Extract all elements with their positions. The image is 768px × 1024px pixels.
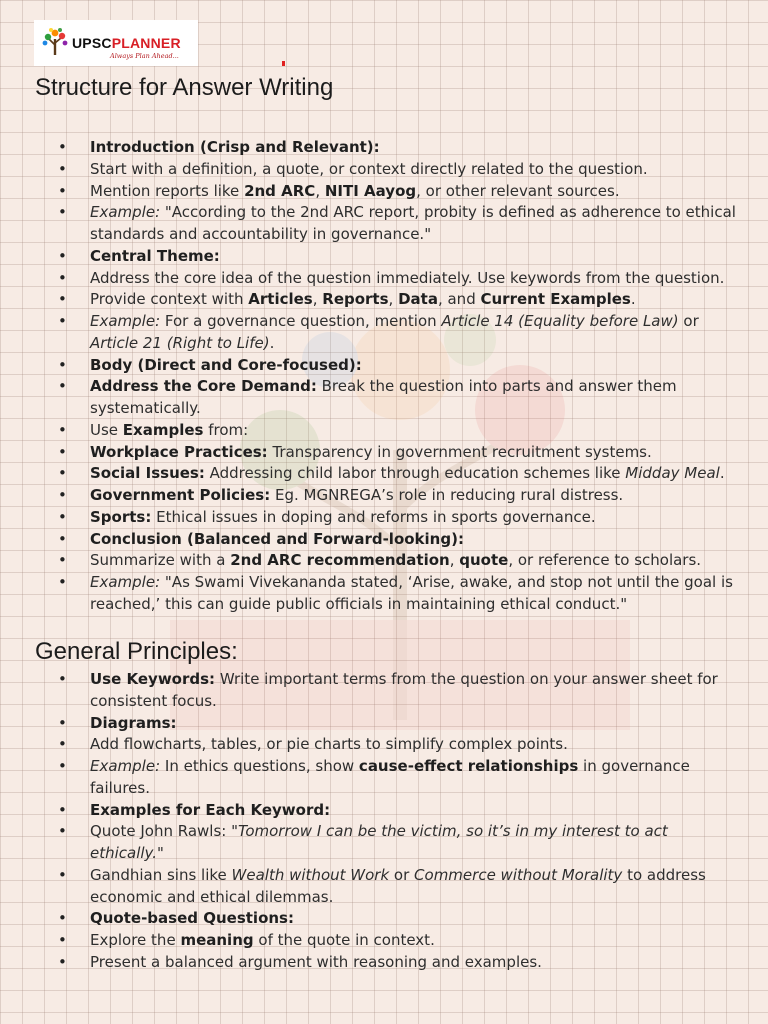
text-run: Start with a definition, a quote, or context directly related to the question.	[90, 159, 648, 178]
logo-part1: UPSC	[72, 35, 112, 51]
text-run: or	[389, 865, 415, 884]
bold-text: Current Examples	[480, 290, 631, 309]
tree-icon	[40, 26, 70, 56]
logo-part2: PLANNER	[111, 35, 181, 51]
text-run: In ethics questions, show	[160, 757, 359, 775]
italic-text: Article 14 (Equality before Law)	[441, 312, 679, 330]
bold-text: 2nd ARC recommendation	[230, 551, 450, 570]
italic-text: Wealth without Work	[231, 865, 390, 884]
text-run: ,	[449, 551, 460, 570]
bold-text: Reports	[322, 290, 389, 309]
list-item	[0, 550, 768, 572]
text-run: , and	[437, 290, 481, 309]
principles-list	[0, 669, 768, 974]
bold-text: Workplace Practices:	[90, 442, 268, 461]
italic-text: Example:	[90, 757, 161, 775]
text-run: Transparency in government recruitment systems.	[267, 442, 652, 461]
text-run: "According to the 2nd ARC report, probity is defined as adherence to ethical standards and accountability in governance."	[90, 203, 736, 243]
list-item	[0, 930, 768, 952]
list-item	[0, 376, 768, 420]
italic-text: Example:	[90, 312, 161, 330]
list-item	[0, 669, 768, 713]
text-run: Ethical issues in doping and reforms in sports governance.	[151, 507, 596, 526]
bold-text: Address the Core Demand:	[90, 377, 317, 396]
list-item	[0, 529, 768, 551]
italic-text: Article 21 (Right to Life)	[90, 333, 270, 352]
list-item	[0, 713, 768, 735]
list-item	[0, 908, 768, 930]
text-run: .	[269, 333, 275, 352]
text-run: Explore the	[90, 931, 181, 949]
italic-text: Midday Meal	[625, 464, 720, 483]
text-run: from:	[203, 420, 249, 439]
text-run: Mention reports like	[90, 181, 245, 200]
text-run: "As Swami Vivekananda stated, ‘Arise, awake, and stop not until the goal is reached,’ this can guide public officials in maintaining ethical conduct."	[90, 573, 733, 613]
list-item	[0, 734, 768, 756]
text-run: Write important terms from the question on your answer sheet for consistent focus.	[90, 670, 718, 710]
text-run: Quote John Rawls:	[90, 822, 232, 841]
list-item	[0, 756, 768, 800]
bold-text: meaning	[180, 931, 254, 949]
section-title-structure: Structure for Answer Writing	[35, 74, 334, 101]
text-run: Present a balanced argument with reasoning and examples.	[90, 952, 542, 971]
text-run: in governance failures.	[90, 757, 690, 797]
text-run: Break the question into parts and answer them systematically.	[90, 377, 677, 417]
list-item	[0, 202, 768, 246]
text-run: Address the core idea of the question immediately. Use keywords from the question.	[90, 268, 725, 287]
bold-text: Central Theme:	[90, 246, 220, 265]
list-item	[0, 507, 768, 529]
list-item	[0, 311, 768, 355]
text-run: .	[630, 290, 636, 309]
bold-text: Data	[398, 290, 438, 309]
list-item	[0, 865, 768, 909]
bold-text: Quote-based Questions:	[90, 909, 294, 928]
italic-text: Commerce without Morality	[414, 865, 623, 884]
text-run: ,	[315, 181, 325, 200]
list-item	[0, 572, 768, 616]
text-run: Summarize with a	[90, 551, 231, 570]
italic-text: Example:	[90, 573, 161, 591]
bold-text: Use Keywords:	[90, 670, 216, 688]
text-run: Provide context with	[90, 290, 249, 309]
text-run: For a governance question, mention	[160, 312, 442, 330]
structure-list	[0, 137, 768, 616]
logo-wordmark	[72, 35, 181, 51]
text-run: ,	[312, 290, 323, 309]
logo-tagline: Always Plan Ahead...	[110, 52, 179, 60]
list-item	[0, 952, 768, 974]
list-item	[0, 821, 768, 865]
bold-text: NITI Aayog	[324, 181, 417, 200]
bold-text: Social Issues:	[90, 464, 205, 483]
text-run: ,	[388, 290, 399, 309]
bold-text: Government Policies:	[90, 486, 271, 504]
list-item	[0, 181, 768, 203]
bold-text: Articles	[248, 290, 313, 309]
italic-text: Example:	[90, 203, 161, 222]
bold-text: Examples	[122, 420, 204, 439]
bold-text: Introduction (Crisp and Relevant):	[90, 138, 380, 156]
list-item	[0, 442, 768, 464]
list-item	[0, 268, 768, 290]
upsc-planner-logo	[34, 20, 198, 66]
bold-text: Body (Direct and Core-focused):	[90, 355, 362, 374]
list-item	[0, 485, 768, 507]
text-run: Add flowcharts, tables, or pie charts to simplify complex points.	[90, 735, 568, 754]
list-item	[0, 246, 768, 268]
italic-text: "Tomorrow I can be the victim, so it’s in my interest to act ethically."	[90, 822, 668, 862]
text-run: .	[719, 464, 725, 483]
list-item	[0, 137, 768, 159]
section-title-principles: General Principles:	[35, 638, 238, 665]
red-dot-mark	[282, 61, 285, 66]
bold-text: Examples for Each Keyword:	[90, 800, 331, 819]
list-item	[0, 463, 768, 485]
text-run: to address economic and ethical dilemmas.	[90, 865, 706, 906]
list-item	[0, 355, 768, 377]
bold-text: cause-effect relationships	[358, 757, 579, 775]
bold-text: 2nd ARC	[244, 181, 316, 200]
bold-text: Sports:	[90, 507, 152, 526]
text-run: or	[678, 312, 699, 330]
text-run: Addressing child labor through education schemes like	[204, 464, 626, 483]
text-run: , or other relevant sources.	[416, 181, 620, 200]
bold-text: Diagrams:	[90, 713, 177, 732]
text-run: of the quote in context.	[253, 931, 435, 949]
bold-text: Conclusion (Balanced and Forward-looking):	[90, 529, 464, 548]
list-item	[0, 420, 768, 442]
text-run: Gandhian sins like	[90, 865, 232, 884]
text-run: Use	[90, 420, 123, 439]
text-run: , or reference to scholars.	[508, 551, 702, 570]
bold-text: quote	[459, 551, 509, 570]
list-item	[0, 159, 768, 181]
text-run: Eg. MGNREGA’s role in reducing rural distress.	[270, 486, 624, 504]
list-item	[0, 289, 768, 311]
list-item	[0, 800, 768, 822]
